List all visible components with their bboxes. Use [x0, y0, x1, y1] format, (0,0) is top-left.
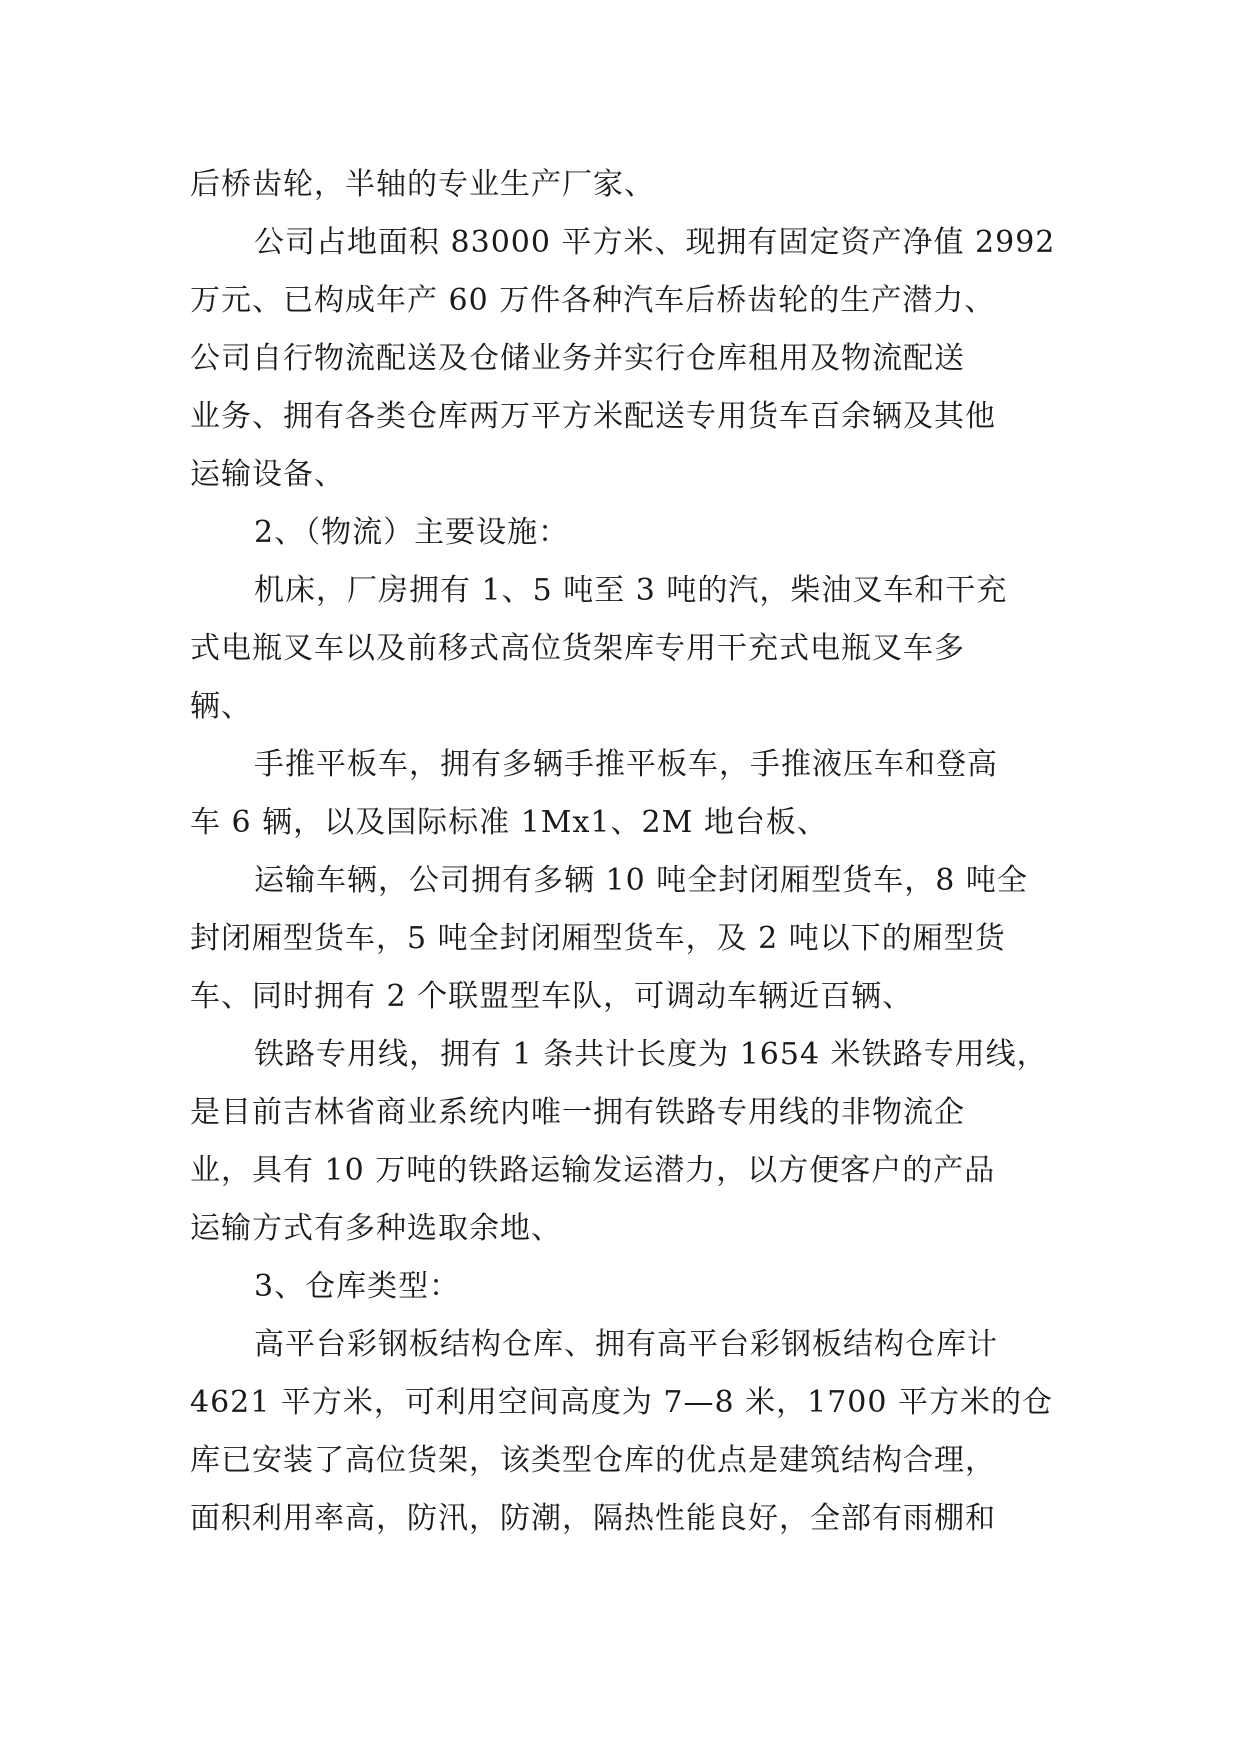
text-line: 机床，厂房拥有 1、5 吨至 3 吨的汽，柴油叉车和干充 [254, 573, 1008, 608]
text-line: 4621 平方米，可利用空间高度为 7—8 米，1700 平方米的仓 [190, 1385, 1054, 1420]
text-line: 业，具有 10 万吨的铁路运输发运潜力，以方便客户的产品 [190, 1153, 996, 1188]
paragraph [190, 156, 1070, 214]
paragraph [190, 1026, 1070, 1258]
text-line: 辆、 [190, 689, 252, 724]
text-line: 2、（物流）主要设施： [254, 515, 570, 550]
paragraph [190, 214, 1070, 504]
text-line: 公司占地面积 83000 平方米、现拥有固定资产净值 2992 [254, 225, 1056, 260]
text-line: 车、同时拥有 2 个联盟型车队，可调动车辆近百辆、 [190, 979, 914, 1014]
paragraph [190, 852, 1070, 1026]
text-line: 运输车辆，公司拥有多辆 10 吨全封闭厢型货车，8 吨全 [254, 863, 1028, 898]
text-line: 运输设备、 [190, 457, 345, 492]
text-line: 式电瓶叉车以及前移式高位货架库专用干充式电瓶叉车多 [190, 631, 965, 666]
text-line: 运输方式有多种选取余地、 [190, 1211, 562, 1246]
text-line: 面积利用率高，防汛，防潮，隔热性能良好，全部有雨棚和 [190, 1501, 996, 1536]
text-line: 车 6 辆，以及国际标准 1Mx1、2M 地台板、 [190, 805, 828, 840]
text-line: 是目前吉林省商业系统内唯一拥有铁路专用线的非物流企 [190, 1095, 965, 1130]
paragraph [190, 562, 1070, 736]
text-line: 手推平板车，拥有多辆手推平板车，手推液压车和登高 [254, 747, 998, 782]
paragraph [190, 1258, 1070, 1316]
text-line: 3、仓库类型： [254, 1269, 461, 1304]
text-line: 公司自行物流配送及仓储业务并实行仓库租用及物流配送 [190, 341, 965, 376]
text-line: 后桥齿轮，半轴的专业生产厂家、 [190, 167, 655, 202]
text-line: 万元、已构成年产 60 万件各种汽车后桥齿轮的生产潜力、 [190, 283, 996, 318]
text-line: 封闭厢型货车，5 吨全封闭厢型货车，及 2 吨以下的厢型货 [190, 921, 1006, 956]
paragraph [190, 736, 1070, 852]
paragraph [190, 504, 1070, 562]
text-line: 业务、拥有各类仓库两万平方米配送专用货车百余辆及其他 [190, 399, 996, 434]
document-body [190, 156, 1070, 1548]
text-line: 库已安装了高位货架，该类型仓库的优点是建筑结构合理， [190, 1443, 996, 1478]
paragraph [190, 1316, 1070, 1548]
text-line: 高平台彩钢板结构仓库、拥有高平台彩钢板结构仓库计 [254, 1327, 998, 1362]
text-line: 铁路专用线，拥有 1 条共计长度为 1654 米铁路专用线， [254, 1037, 1048, 1072]
